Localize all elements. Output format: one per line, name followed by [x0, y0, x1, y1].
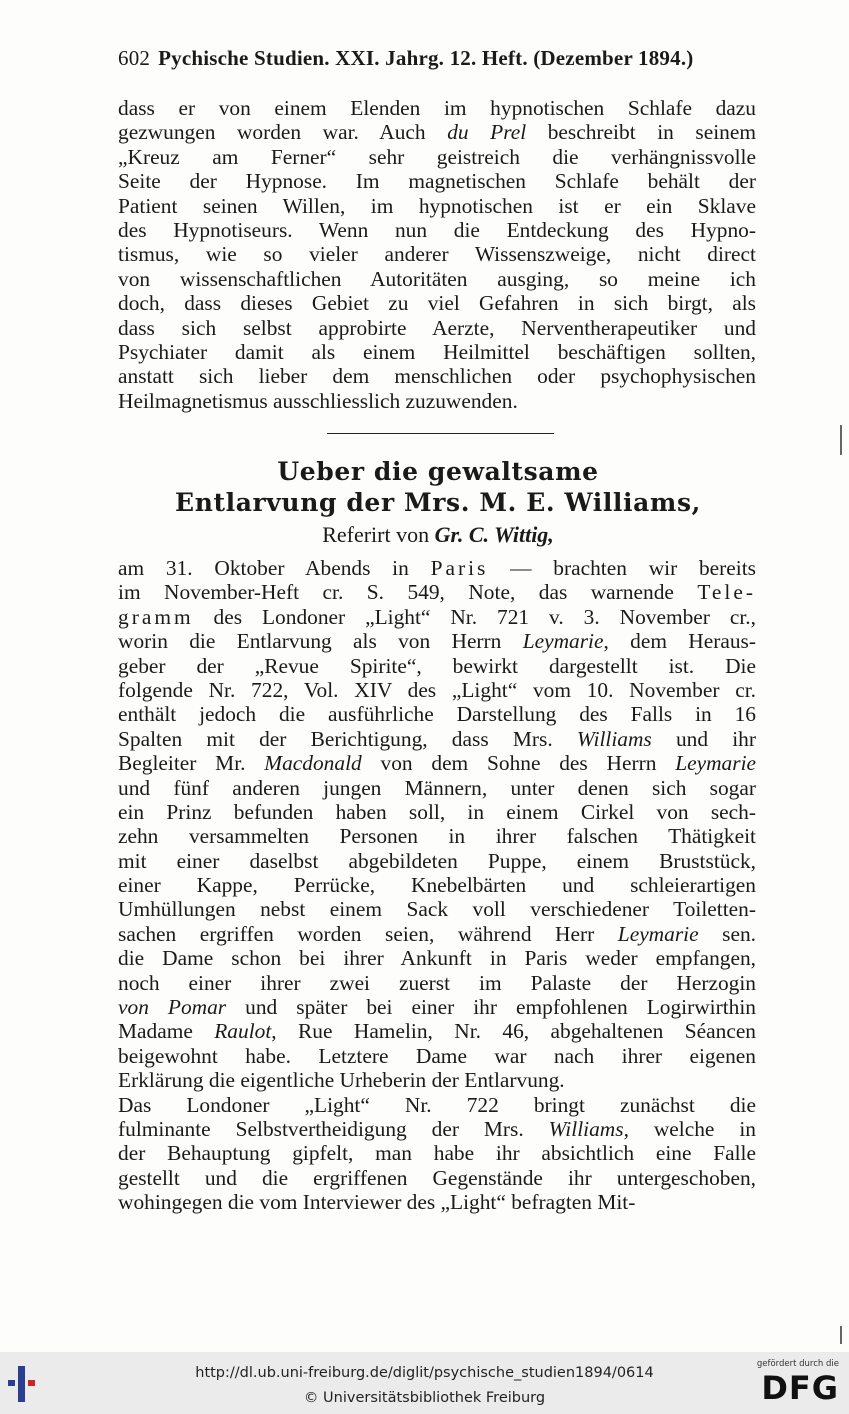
para1-line: Seite der Hypnose. Im magnetischen Schlafe behält der — [118, 169, 756, 194]
para1-line: Psychiater damit als einem Heilmittel beschäftigen sollten, — [118, 339, 756, 364]
article-title-line-1: Ueber die gewaltsame — [277, 457, 599, 486]
para1-line: dass sich selbst approbirte Aerzte, Nerventherapeutiker und — [118, 315, 756, 340]
para1-line: Patient seinen Willen, im hypnotischen ist er ein Sklave — [118, 193, 756, 218]
para2-line: Umhüllungen nebst einem Sack voll verschiedener Toiletten- — [118, 897, 756, 922]
para2-line: geber der „Revue Spirite“, bewirkt dargestellt ist. Die — [118, 653, 756, 678]
italic-name: Leymarie — [617, 921, 699, 946]
para1-line: tismus, wie so vieler anderer Wissenszweige, nicht direct — [118, 242, 756, 267]
para2-line: sachen ergriffen worden seien, während Herr Leymarie sen. — [118, 921, 756, 946]
para1-line: dass er von einem Elenden im hypnotischen Schlafe dazu — [118, 96, 756, 120]
para2-line: Begleiter Mr. Macdonald von dem Sohne des Herrn Leymarie — [118, 751, 757, 776]
article-title-line-2: Entlarvung der Mrs. M. E. Williams, — [175, 488, 701, 517]
para2-line: Erklärung die eigentliche Urheberin der Entlarvung. — [118, 1068, 565, 1093]
para2-line: von Pomar und später bei einer ihr empfohlenen Logirwirthin — [118, 995, 757, 1020]
italic-name: Leymarie — [522, 629, 604, 654]
para2-line: noch einer ihrer zwei zuerst im Palaste der Herzogin — [118, 970, 756, 995]
para2-line: zehn versammelten Personen in ihrer falschen Thätigkeit — [118, 824, 756, 849]
spaced-emphasis: Paris — [430, 556, 489, 580]
byline-author: Gr. C. Wittig, — [434, 522, 554, 547]
dfg-caption: gefördert durch die — [756, 1359, 839, 1369]
para2-line: der Behauptung gipfelt, man habe ihr absichtlich eine Falle — [118, 1141, 756, 1166]
para2-line: Madame Raulot, Rue Hamelin, Nr. 46, abgehaltenen Séancen — [118, 1019, 757, 1044]
scan-edge-mark — [840, 425, 842, 455]
para2-line: und fünf anderen jungen Männern, unter denen sich sogar — [118, 775, 756, 800]
para2-line: mit einer daselbst abgebildeten Puppe, einem Bruststück, — [118, 848, 756, 873]
article-byline — [118, 522, 758, 548]
dfg-logo: DFG — [761, 1369, 839, 1407]
para2-line: worin die Entlarvung als von Herrn Leymarie, dem Heraus- — [118, 629, 757, 654]
page-number: 602 — [118, 46, 151, 70]
para2-line: wohingegen die vom Interviewer des „Light“ befragten Mit- — [118, 1190, 636, 1215]
copyright-notice: © Universitätsbibliothek Freiburg — [303, 1390, 546, 1406]
spaced-emphasis: gramm — [118, 604, 194, 629]
para2-line: einer Kappe, Perrücke, Knebelbärten und schleierartigen — [118, 873, 756, 898]
para2-line: Spalten mit der Berichtigung, dass Mrs. Williams und ihr — [118, 726, 756, 751]
para1-line: gezwungen worden war. Auch du Prel beschreibt in seinem — [118, 120, 756, 145]
byline-prefix: Referirt von — [322, 522, 430, 547]
spaced-emphasis: Tele- — [697, 580, 756, 605]
para1-line: Heilmagnetismus ausschliesslich zuzuwenden. — [118, 388, 518, 413]
viewer-footer — [0, 1352, 849, 1414]
italic-name: Leymarie — [675, 751, 757, 776]
running-title: Pychische Studien. XXI. Jahrg. 12. Heft. (Dezember 1894.) — [158, 46, 694, 70]
para1-line: doch, dass dieses Gebiet zu viel Gefahren in sich birgt, als — [118, 291, 756, 316]
italic-name: Williams — [576, 726, 652, 751]
para2-line: im November-Heft cr. S. 549, Note, das warnende Tele- — [118, 580, 756, 605]
scan-edge-mark — [840, 1326, 842, 1344]
para2-line: folgende Nr. 722, Vol. XIV des „Light“ vom 10. November cr. — [118, 677, 756, 702]
para2-line: ein Prinz befunden haben soll, in einem Cirkel von sech- — [118, 799, 756, 824]
para2-line: am 31. Oktober Abends in Paris — brachten wir bereits — [118, 556, 756, 580]
para1-line: von wissenschaftlichen Autoritäten ausging, so meine ich — [118, 266, 756, 291]
italic-name: Williams — [548, 1116, 624, 1141]
italic-name: Macdonald — [264, 751, 362, 776]
paragraph-continuation — [118, 96, 756, 413]
para2-line: Das Londoner „Light“ Nr. 722 bringt zunächst die — [118, 1092, 756, 1117]
para1-line: des Hypnotiseurs. Wenn nun die Entdeckung des Hypno- — [118, 217, 756, 242]
article-body — [118, 556, 756, 1215]
italic-name: Raulot — [214, 1019, 272, 1044]
section-divider — [327, 433, 554, 434]
para1-line: anstatt sich lieber dem menschlichen oder psychophysischen — [118, 364, 756, 389]
para1-line: „Kreuz am Ferner“ sehr geistreich die verhängnissvolle — [118, 144, 756, 169]
para2-line: enthält jedoch die ausführliche Darstellung des Falls in 16 — [118, 702, 756, 727]
para2-line: die Dame schon bei ihrer Ankunft in Paris weder empfangen, — [118, 946, 756, 971]
para2-line: fulminante Selbstvertheidigung der Mrs. Williams, welche in — [118, 1116, 756, 1141]
source-url-link[interactable]: http://dl.ub.uni-freiburg.de/diglit/psychische_studien1894/0614 — [195, 1365, 654, 1381]
para2-line: gramm des Londoner „Light“ Nr. 721 v. 3. November cr., — [118, 604, 756, 629]
para2-line: gestellt und die ergriffenen Gegenstände ihr untergeschoben, — [118, 1165, 756, 1190]
italic-name: du Prel — [447, 120, 527, 145]
running-head — [118, 46, 758, 71]
italic-name: von Pomar — [118, 995, 227, 1020]
para2-line: beigewohnt habe. Letztere Dame war nach ihrer eigenen — [118, 1043, 756, 1068]
